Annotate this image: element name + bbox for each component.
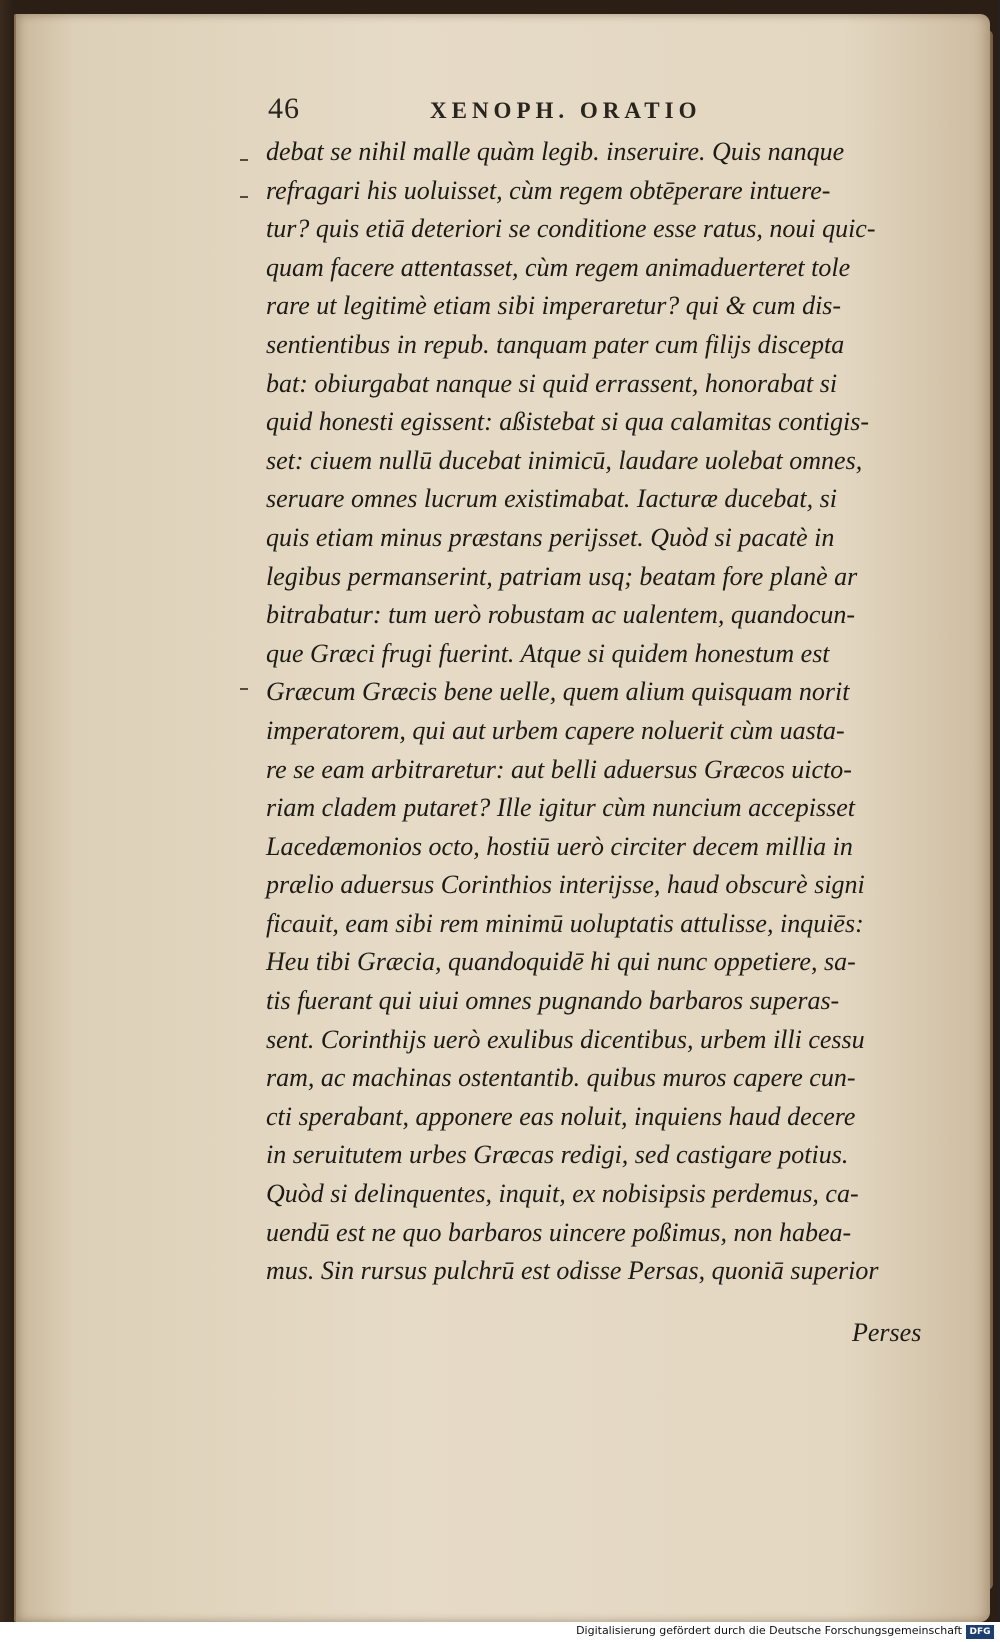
text-line: set: ciuem nullū ducebat inimicū, laudare uolebat omnes, — [266, 445, 863, 475]
text-line: re se eam arbitraretur: aut belli aduersus Græcos uicto- — [266, 754, 852, 784]
text-line: Græcum Græcis bene uelle, quem alium quisquam norit — [266, 677, 850, 707]
text-line: Heu tibi Græcia, quandoquidē hi qui nunc oppetiere, sa- — [266, 947, 856, 977]
text-line: Lacedæmonios octo, hostiū uerò circiter decem millia in — [266, 831, 853, 861]
text-line: tur? quis etiā deteriori se conditione esse ratus, noui quic- — [266, 214, 876, 244]
text-line: rare ut legitimè etiam sibi imperaretur? qui & cum dis- — [266, 291, 842, 321]
text-line: bat: obiurgabat nanque si quid errassent, honorabat si — [266, 368, 838, 398]
text-line: cti sperabant, apponere eas noluit, inquiens haud decere — [266, 1101, 856, 1131]
margin-mark — [240, 159, 248, 161]
scan-background-left — [0, 0, 14, 1642]
footer-bar — [0, 1622, 1000, 1642]
text-line: seruare omnes lucrum existimabat. Iacturæ ducebat, si — [266, 484, 837, 514]
text-line: uendū est ne quo barbaros uincere poßimus, non habea- — [266, 1217, 852, 1247]
text-line: refragari his uoluisset, cùm regem obtēperare intuere- — [266, 175, 831, 205]
margin-mark — [240, 196, 248, 198]
catchword: Perses — [852, 1318, 922, 1347]
text-line: quam facere attentasset, cùm regem animaduerteret tole — [266, 252, 851, 282]
text-line: ram, ac machinas ostentantib. quibus muros capere cun- — [266, 1063, 856, 1093]
text-line: sent. Corinthijs uerò exulibus dicentibus, urbem illi cessu — [266, 1024, 865, 1054]
text-line: que Græci frugi fuerint. Atque si quidem honestum est — [266, 638, 830, 668]
running-head — [268, 92, 808, 132]
text-line: riam cladem putaret? Ille igitur cùm nuncium accepisset — [266, 793, 855, 823]
margin-mark — [240, 688, 248, 690]
running-title: XENOPH. ORATIO — [430, 98, 702, 123]
text-line: quid honesti egissent: aßistebat si qua calamitas contigis- — [266, 407, 870, 437]
text-line: debat se nihil malle quàm legib. inseruire. Quis nanque — [266, 137, 845, 166]
text-line: in seruitutem urbes Græcas redigi, sed castigare potius. — [266, 1140, 849, 1170]
text-line: bitrabatur: tum uerò robustam ac ualentem, quandocun- — [266, 600, 856, 630]
text-line: mus. Sin rursus pulchrū est odisse Persas, quoniā superior — [266, 1256, 879, 1286]
text-line: legibus permanserint, patriam usq; beatam fore planè ar — [266, 561, 858, 591]
text-line: tis fuerant qui uiui omnes pugnando barbaros superas- — [266, 986, 840, 1016]
text-line: Quòd si delinquentes, inquit, ex nobisipsis perdemus, ca- — [266, 1179, 859, 1209]
page-number: 46 — [268, 92, 300, 125]
funding-credit: Digitalisierung gefördert durch die Deutsche Forschungsgemeinschaft — [576, 1624, 962, 1637]
text-line: sentientibus in repub. tanquam pater cum filijs discepta — [266, 329, 845, 359]
body-text — [266, 133, 926, 1291]
text-line: prælio aduersus Corinthios interijsse, haud obscurè signi — [266, 870, 865, 900]
text-line: quis etiam minus præstans perijsset. Quòd si pacatè in — [266, 522, 835, 552]
text-line: ficauit, eam sibi rem minimū uoluptatis attulisse, inquiēs: — [266, 908, 864, 938]
text-line: imperatorem, qui aut urbem capere noluerit cùm uasta- — [266, 715, 845, 745]
dfg-logo-icon: DFG — [966, 1625, 994, 1639]
